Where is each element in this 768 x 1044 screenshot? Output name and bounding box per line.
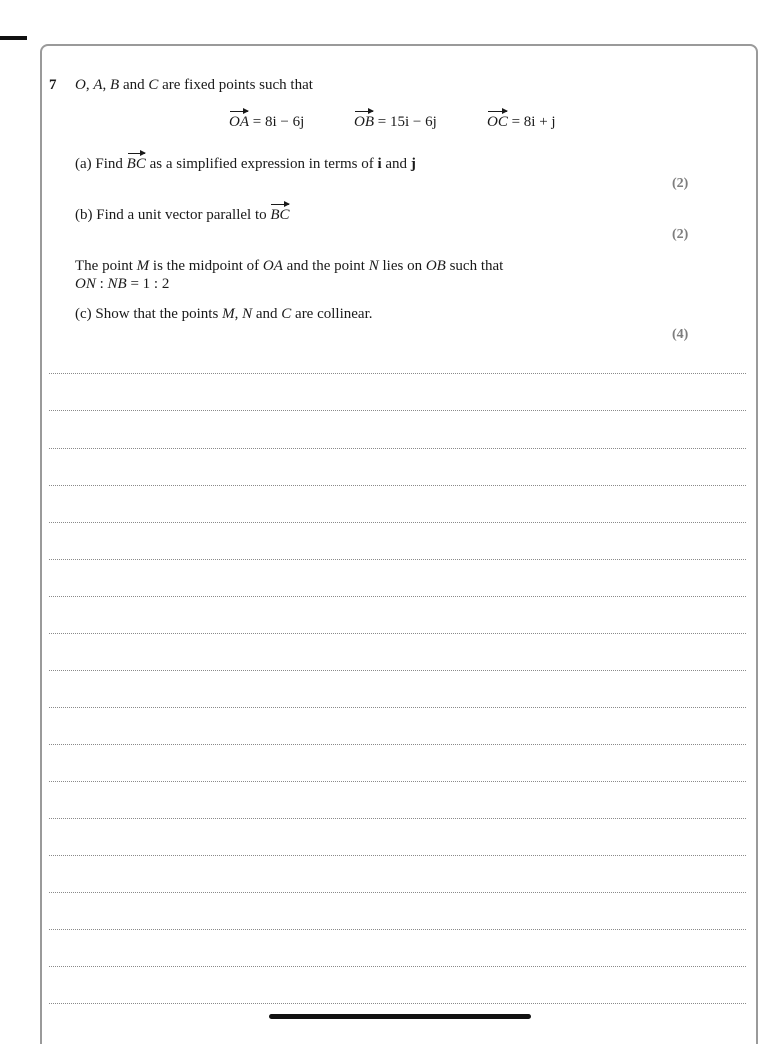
vector-bc: BC <box>270 201 289 224</box>
page-corner-mark <box>0 36 27 40</box>
part-b-marks: (2) <box>672 227 689 242</box>
ratio-value: = 1 : 2 <box>126 276 170 292</box>
answer-line <box>49 744 746 745</box>
part-b <box>75 201 290 224</box>
intro-and: and <box>119 77 149 93</box>
question-number: 7 <box>49 77 57 93</box>
part-a <box>75 150 416 173</box>
ratio-nb: NB <box>107 276 127 292</box>
part-a-label: (a) Find <box>75 156 127 172</box>
vector-oa <box>229 108 304 131</box>
part-c-label: (c) Show that the points <box>75 306 223 322</box>
answer-line <box>49 448 746 449</box>
unit-j: j <box>410 156 416 172</box>
para-text: lies on <box>378 258 426 274</box>
part-c-text: are collinear. <box>291 306 373 322</box>
vector-oa-value: = 8i − 6j <box>249 114 305 130</box>
point-n: N <box>242 306 253 322</box>
intro-sep: , <box>102 77 111 93</box>
answer-line <box>49 966 746 967</box>
home-indicator[interactable] <box>269 1014 531 1019</box>
intro-text: are fixed points such that <box>158 77 313 93</box>
vector-ob <box>354 108 437 131</box>
vector-oc-name: OC <box>487 108 508 131</box>
answer-line <box>49 855 746 856</box>
answer-line <box>49 522 746 523</box>
question-intro <box>75 77 313 94</box>
answer-line <box>49 373 746 374</box>
vector-oc <box>487 108 556 131</box>
part-c-sep: , <box>234 306 243 322</box>
point-c: C <box>148 77 159 93</box>
vector-bc: BC <box>127 150 146 173</box>
answer-line <box>49 1003 746 1004</box>
vector-oc-value: = 8i + j <box>507 114 556 130</box>
answer-line <box>49 633 746 634</box>
para-text: is the midpoint of <box>149 258 263 274</box>
point-m: M <box>136 258 150 274</box>
point-o: O <box>75 77 86 93</box>
vector-oa-name: OA <box>229 108 249 131</box>
question-frame <box>40 44 758 1044</box>
answer-line <box>49 892 746 893</box>
point-b: B <box>110 77 120 93</box>
point-n: N <box>368 258 379 274</box>
point-c: C <box>281 306 292 322</box>
ratio-colon: : <box>95 276 108 292</box>
part-c <box>75 306 373 323</box>
point-m: M <box>222 306 235 322</box>
answer-line <box>49 929 746 930</box>
part-c-marks: (4) <box>672 327 689 342</box>
para-text: The point <box>75 258 137 274</box>
para-text: such that <box>445 258 504 274</box>
part-a-text: as a simplified expression in terms of <box>145 156 378 172</box>
unit-i: i <box>377 156 382 172</box>
para-text: and the point <box>282 258 369 274</box>
ratio-on: ON <box>75 276 96 292</box>
part-a-marks: (2) <box>672 176 689 191</box>
vector-ob-name: OB <box>354 108 374 131</box>
point-a: A <box>93 77 103 93</box>
answer-line <box>49 781 746 782</box>
part-a-and: and <box>381 156 411 172</box>
answer-line <box>49 707 746 708</box>
answer-line <box>49 670 746 671</box>
segment-oa: OA <box>262 258 283 274</box>
answer-line <box>49 485 746 486</box>
part-b-label: (b) Find a unit vector parallel to <box>75 207 271 223</box>
answer-line <box>49 818 746 819</box>
part-c-and: and <box>252 306 282 322</box>
midpoint-paragraph <box>75 257 503 293</box>
answer-line <box>49 559 746 560</box>
segment-ob: OB <box>425 258 446 274</box>
intro-sep: , <box>85 77 94 93</box>
vector-ob-value: = 15i − 6j <box>374 114 437 130</box>
answer-line <box>49 410 746 411</box>
answer-line <box>49 596 746 597</box>
